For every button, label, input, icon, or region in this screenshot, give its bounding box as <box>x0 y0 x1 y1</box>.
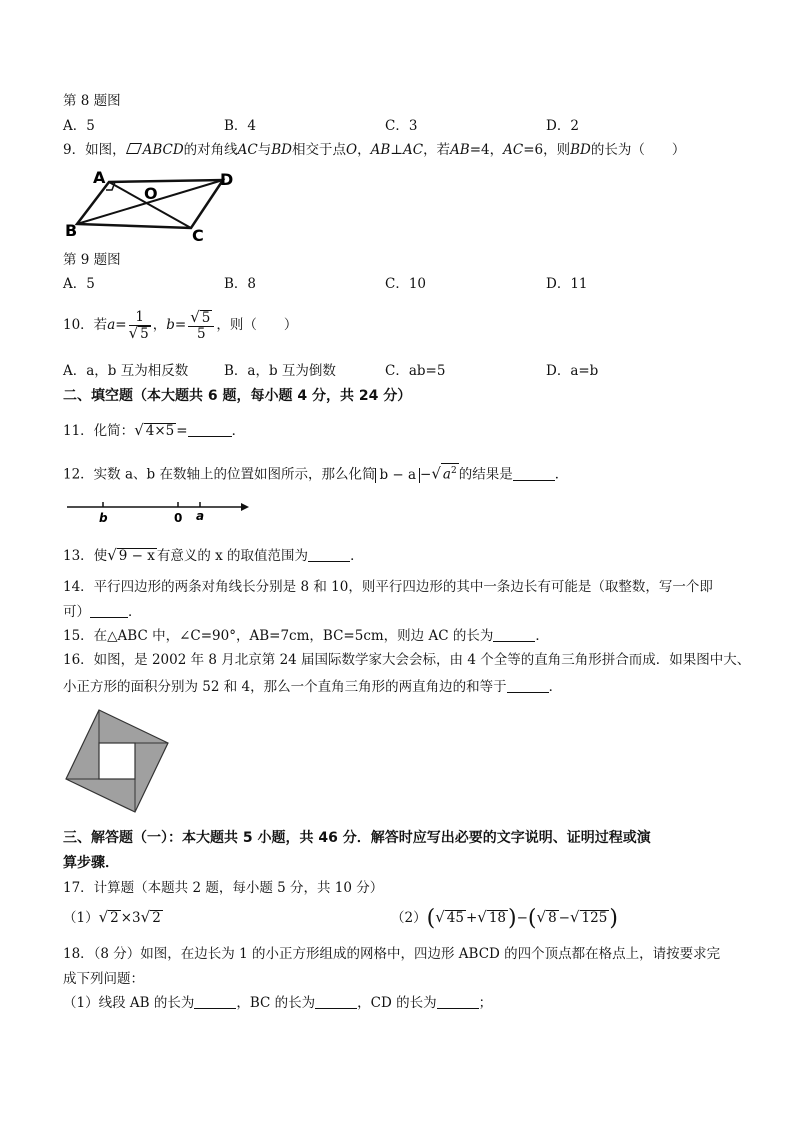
q18-line2: 成下列问题： <box>63 971 144 987</box>
q18-ab-blank[interactable] <box>194 994 236 1009</box>
q14-line2: 可） ． <box>63 604 142 620</box>
q16-line2: 小正方形的面积分别为 52 和 4，那么一个直角三角形的两直角边的和等于 ． <box>63 679 563 695</box>
q18-bc-blank[interactable] <box>315 994 357 1009</box>
q10-option-d: D．a=b <box>546 363 599 379</box>
q10-stem: 10．若a= $\frac{1}{√ 5}$ ，b= $\frac{√ 5}{5}$ ，则（ ） <box>63 307 298 342</box>
q9-option-a: A．5 <box>63 276 95 292</box>
q12-answer-blank[interactable] <box>513 466 555 481</box>
q9-caption: 第 9 题图 <box>63 252 121 268</box>
q9-option-d: D．11 <box>546 276 588 292</box>
q8-option-a: A．5 <box>63 118 95 134</box>
q8-option-b: B．4 <box>224 118 257 134</box>
q11-answer-blank[interactable] <box>188 422 232 437</box>
q16-answer-blank[interactable] <box>507 678 549 693</box>
label-c: C <box>192 226 204 242</box>
q9-option-b: B．8 <box>224 276 257 292</box>
q8-option-c: C．3 <box>385 118 418 134</box>
q18-line1: 18．（8 分）如图，在边长为 1 的小正方形组成的网格中，四边形 ABCD 的四个顶点都在格点上，请按要求完 <box>63 946 721 962</box>
q12-number-line <box>63 497 253 525</box>
q14-answer-blank[interactable] <box>90 603 128 618</box>
q10-fraction-a: $\frac{1}{√ 5}$ <box>128 308 149 342</box>
q9-parallelogram-figure <box>63 166 243 242</box>
q10-option-c: C．ab=5 <box>385 363 446 379</box>
axis-label-a: a <box>196 509 205 523</box>
q18-part1: （1）线段 AB 的长为 ，BC 的长为 ，CD 的长为 ； <box>63 995 493 1011</box>
q15-answer-blank[interactable] <box>493 627 535 642</box>
axis-label-zero: 0 <box>174 511 183 525</box>
q13-stem: 13．使√ 9 − x 有意义的 x 的取值范围为 ． <box>63 546 364 564</box>
q18-cd-blank[interactable] <box>437 994 479 1009</box>
section3-line2: 算步骤． <box>63 855 119 871</box>
q17-part2: （2）(√ 45 +√ 18)−(√ 8 −√ 125) <box>391 906 618 931</box>
q8-option-d: D．2 <box>546 118 579 134</box>
section2-title: 二、填空题（本大题共 6 题，每小题 4 分，共 24 分） <box>63 388 412 404</box>
q13-answer-blank[interactable] <box>308 547 350 562</box>
label-a: A <box>93 168 106 187</box>
q10-option-b: B．a，b 互为倒数 <box>224 363 336 379</box>
q9-option-c: C．10 <box>385 276 427 292</box>
q17-part1: （1）√ 2 ×3√ 2 <box>63 908 161 926</box>
q9-stem: 9．如图， ABCD的对角线AC与BD相交于点O，AB⊥AC，若AB=4，AC=6，则BD的长为（ ） <box>63 142 686 158</box>
q8-caption: 第 8 题图 <box>63 93 121 109</box>
label-d: D <box>220 170 234 189</box>
section3-line1: 三、解答题（一）：本大题共 5 小题，共 46 分．解答时应写出必要的文字说明、证明过程或演 <box>63 830 651 846</box>
q14-line1: 14．平行四边形的两条对角线长分别是 8 和 10，则平行四边形的其中一条边长有可能是（取整数，写一个即 <box>63 579 713 595</box>
q10-option-a: A．a，b 互为相反数 <box>63 363 189 379</box>
q10-fraction-b: $\frac{√ 5}{5}$ <box>188 310 214 342</box>
label-b: B <box>65 221 78 240</box>
axis-label-b: b <box>99 511 108 525</box>
q16-line1: 16．如图，是 2002 年 8 月北京第 24 届国际数学家大会会标，由 4 个全等的直角三角形拼合而成．如果图中大、 <box>63 652 751 668</box>
q12-stem: 12．实数 a、b 在数轴上的位置如图所示，那么化简 b − a −√ $a^2$ 的结果是 ． <box>63 464 569 483</box>
q11-stem: 11．化简：√ 4×5 = ． <box>63 421 246 439</box>
label-o: O <box>144 184 158 203</box>
q17-title: 17．计算题（本题共 2 题，每小题 5 分，共 10 分） <box>63 880 384 896</box>
q16-zhao-shuang-figure <box>63 707 175 819</box>
parallelogram-symbol <box>126 143 142 154</box>
q15-stem: 15．在△ABC 中，∠C=90°，AB=7cm，BC=5cm，则边 AC 的长为 ． <box>63 628 549 644</box>
